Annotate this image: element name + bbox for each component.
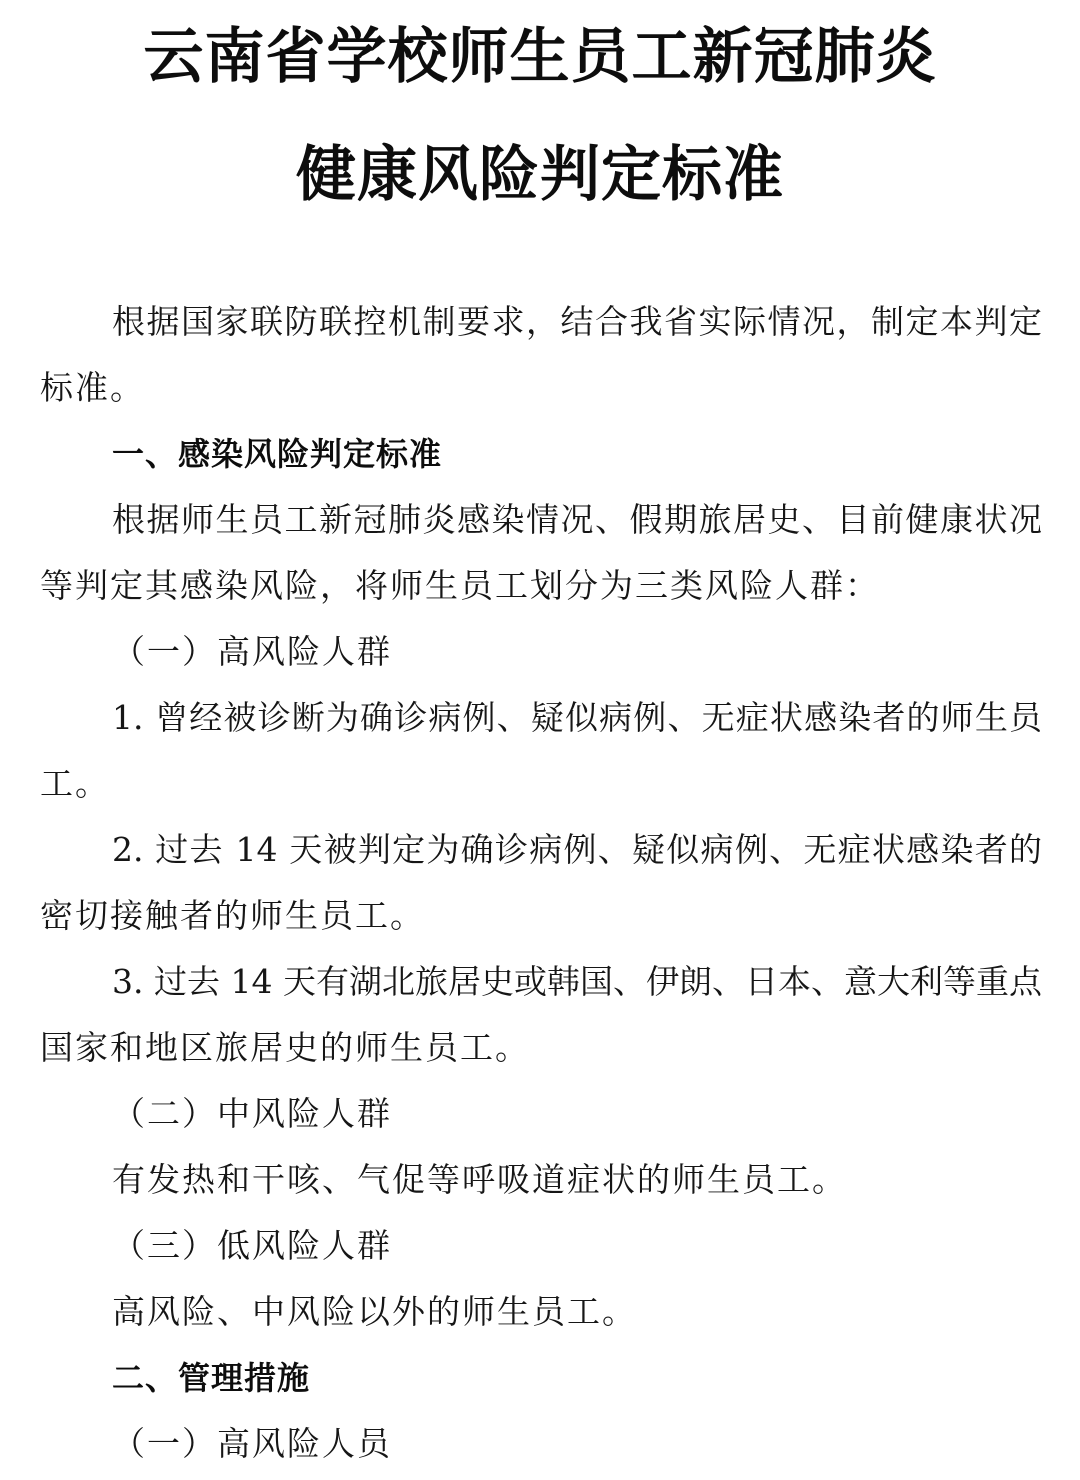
document-title-line-2: 健康风险判定标准 xyxy=(296,140,784,210)
high-risk-item-3-line-1: 3. 过去 14 天有湖北旅居史或韩国、伊朗、日本、意大利等重点 xyxy=(112,962,1042,1001)
section-2-heading: 二、管理措施 xyxy=(112,1359,311,1397)
high-risk-item-2-line-2: 密切接触者的师生员工。 xyxy=(40,896,425,935)
section-1-heading: 一、感染风险判定标准 xyxy=(112,435,443,473)
medium-risk-text: 有发热和干咳、气促等呼吸道症状的师生员工。 xyxy=(112,1160,847,1199)
high-risk-item-3-line-2: 国家和地区旅居史的师生员工。 xyxy=(40,1028,530,1067)
medium-risk-heading: （二）中风险人群 xyxy=(112,1094,392,1133)
intro-paragraph-line-2: 标准。 xyxy=(40,368,145,407)
intro-paragraph-line-1: 根据国家联防联控机制要求，结合我省实际情况，制定本判定 xyxy=(112,302,1042,341)
section-2-subheading-1: （一）高风险人员 xyxy=(112,1424,392,1463)
section-1-paragraph-line-2: 等判定其感染风险，将师生员工划分为三类风险人群： xyxy=(40,566,880,605)
high-risk-item-1-line-2: 工。 xyxy=(40,764,110,803)
low-risk-heading: （三）低风险人群 xyxy=(112,1226,392,1265)
section-1-paragraph-line-1: 根据师生员工新冠肺炎感染情况、假期旅居史、目前健康状况 xyxy=(112,500,1042,539)
high-risk-heading: （一）高风险人群 xyxy=(112,632,392,671)
high-risk-item-1-line-1: 1. 曾经被诊断为确诊病例、疑似病例、无症状感染者的师生员 xyxy=(112,698,1042,737)
low-risk-text: 高风险、中风险以外的师生员工。 xyxy=(112,1292,637,1331)
high-risk-item-2-line-1: 2. 过去 14 天被判定为确诊病例、疑似病例、无症状感染者的 xyxy=(112,830,1042,869)
document-title-line-1: 云南省学校师生员工新冠肺炎 xyxy=(143,22,937,92)
